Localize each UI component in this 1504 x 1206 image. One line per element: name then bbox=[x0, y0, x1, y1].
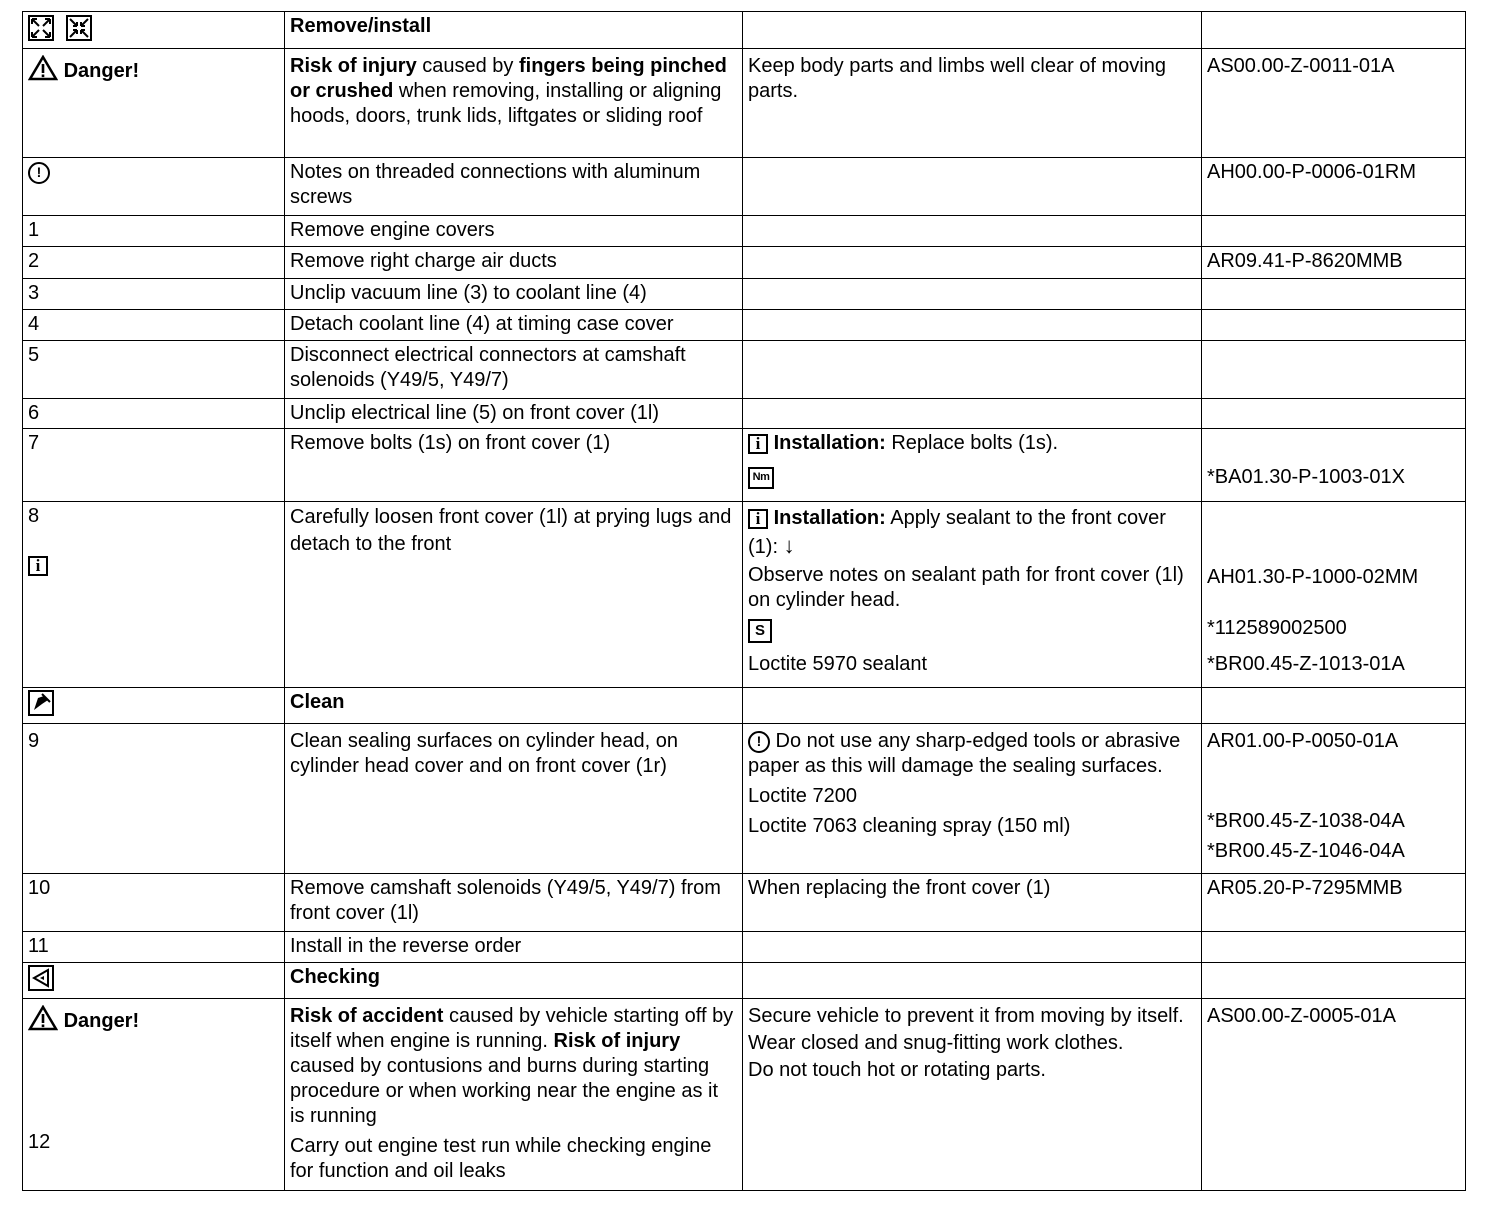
danger-label: Danger! bbox=[63, 59, 140, 82]
table-row-step-7 bbox=[23, 429, 1466, 502]
special-tool-icon: S bbox=[748, 619, 772, 643]
table-row bbox=[23, 310, 1466, 341]
step-text: Carefully loosen front cover (1l) at prying lugs and detach to the front bbox=[285, 502, 743, 688]
step-ref: AR05.20-P-7295MMB bbox=[1202, 874, 1466, 932]
step-number: 2 bbox=[23, 247, 285, 279]
notes-row bbox=[23, 158, 1466, 216]
torque-nm-icon: Nm bbox=[748, 467, 774, 489]
step-ref: AR09.41-P-8620MMB bbox=[1202, 247, 1466, 279]
danger-row-pinch bbox=[23, 49, 1466, 158]
notes-ref: AH00.00-P-0006-01RM bbox=[1202, 158, 1466, 216]
step-number: 12 bbox=[28, 1131, 51, 1153]
step-note: i Installation: Apply sealant to the front cover (1): ↓ Observe notes on sealant path for front cover (1l) on cylinder head. S Loctite 5970 sealant bbox=[743, 502, 1202, 688]
danger-label-cell bbox=[23, 49, 285, 158]
section-header-remove-install bbox=[23, 12, 1466, 49]
step-number: 10 bbox=[23, 874, 285, 932]
danger-row-accident bbox=[23, 999, 1466, 1191]
warning-triangle-icon bbox=[28, 1005, 58, 1038]
step-text: Remove bolts (1s) on front cover (1) bbox=[285, 429, 743, 502]
step-text: Carry out engine test run while checking engine for function and oil leaks bbox=[290, 1135, 712, 1182]
table-row bbox=[23, 399, 1466, 429]
step-number: 11 bbox=[23, 932, 285, 963]
danger-remedy: Keep body parts and limbs well clear of moving parts. bbox=[743, 49, 1202, 158]
step-text: Remove right charge air ducts bbox=[285, 247, 743, 279]
section-title: Remove/install bbox=[285, 12, 743, 49]
step-number: 9 bbox=[23, 724, 285, 874]
table-row-step-10 bbox=[23, 874, 1466, 932]
step-ref bbox=[1202, 279, 1466, 310]
step-number: 7 bbox=[23, 429, 285, 502]
table-row-step-11 bbox=[23, 932, 1466, 963]
clean-brush-icon bbox=[28, 690, 54, 723]
step-text: Unclip electrical line (5) on front cover (1l) bbox=[285, 399, 743, 429]
step-ref bbox=[1202, 216, 1466, 247]
info-icon: i bbox=[748, 434, 768, 454]
checking-icon bbox=[28, 965, 54, 998]
collapse-icon bbox=[66, 15, 92, 48]
step-text: Remove camshaft solenoids (Y49/5, Y49/7) from front cover (1l) bbox=[285, 874, 743, 932]
step-number: 1 bbox=[23, 216, 285, 247]
table-row-step-9 bbox=[23, 724, 1466, 874]
step-number: 3 bbox=[23, 279, 285, 310]
procedure-table bbox=[22, 11, 1466, 1191]
step-text: Clean sealing surfaces on cylinder head, on cylinder head cover and on front cover (1r) bbox=[285, 724, 743, 874]
danger-ref: AS00.00-Z-0005-01A bbox=[1202, 999, 1466, 1191]
step-ref bbox=[1202, 399, 1466, 429]
section-header-clean bbox=[23, 688, 1466, 724]
step-ref: AR01.00-P-0050-01A *BR00.45-Z-1038-04A *BR00.45-Z-1046-04A bbox=[1202, 724, 1466, 874]
info-icon: i bbox=[28, 556, 48, 576]
step-ref bbox=[1202, 310, 1466, 341]
step-text: Detach coolant line (4) at timing case cover bbox=[285, 310, 743, 341]
step-number-cell bbox=[23, 502, 285, 688]
danger-risk-text: Risk of injury caused by fingers being pinched or crushed when removing, installing or aligning hoods, doors, trunk lids, liftgates or sliding roof bbox=[285, 49, 743, 158]
table-row bbox=[23, 247, 1466, 279]
step-text: Unclip vacuum line (3) to coolant line (4) bbox=[285, 279, 743, 310]
note-circle-icon: ! bbox=[28, 162, 50, 184]
step-ref bbox=[1202, 341, 1466, 399]
step-number: 4 bbox=[23, 310, 285, 341]
section-header-checking bbox=[23, 963, 1466, 999]
step-text: Disconnect electrical connectors at camshaft solenoids (Y49/5, Y49/7) bbox=[285, 341, 743, 399]
danger-label-cell bbox=[23, 999, 285, 1191]
table-row bbox=[23, 279, 1466, 310]
table-row bbox=[23, 341, 1466, 399]
table-row bbox=[23, 216, 1466, 247]
step-ref: AH01.30-P-1000-02MM *112589002500 *BR00.45-Z-1013-01A bbox=[1202, 502, 1466, 688]
section-title: Checking bbox=[285, 963, 743, 999]
warning-triangle-icon bbox=[28, 55, 58, 88]
step-number: 6 bbox=[23, 399, 285, 429]
arrow-down-icon: ↓ bbox=[783, 533, 795, 558]
danger-risk-text: Risk of accident caused by vehicle starting off by itself when engine is running. Risk of injury caused by contusions and burns during starting procedure or when working near the engine as it is running Carry out engine test run while checking engine for function and oil leaks bbox=[285, 999, 743, 1191]
danger-remedy: Secure vehicle to prevent it from moving by itself. Wear closed and snug-fitting work clothes. Do not touch hot or rotating parts. bbox=[743, 999, 1202, 1191]
step-ref: *BA01.30-P-1003-01X bbox=[1202, 429, 1466, 502]
section-title: Clean bbox=[285, 688, 743, 724]
step-number: 8 bbox=[28, 505, 40, 527]
notes-text: Notes on threaded connections with aluminum screws bbox=[285, 158, 743, 216]
step-note: When replacing the front cover (1) bbox=[743, 874, 1202, 932]
step-text: Remove engine covers bbox=[285, 216, 743, 247]
table-row-step-8 bbox=[23, 502, 1466, 688]
note-circle-icon: ! bbox=[748, 731, 770, 753]
expand-icon bbox=[28, 15, 54, 48]
danger-label: Danger! bbox=[63, 1009, 140, 1032]
danger-ref: AS00.00-Z-0011-01A bbox=[1202, 49, 1466, 158]
step-note: ! Do not use any sharp-edged tools or abrasive paper as this will damage the sealing surfaces. Loctite 7200 Loctite 7063 cleaning spray (150 ml) bbox=[743, 724, 1202, 874]
step-number: 5 bbox=[23, 341, 285, 399]
step-note: i Installation: Replace bolts (1s). Nm bbox=[743, 429, 1202, 502]
step-icons-cell bbox=[23, 12, 285, 49]
info-icon: i bbox=[748, 509, 768, 529]
step-text: Install in the reverse order bbox=[285, 932, 743, 963]
